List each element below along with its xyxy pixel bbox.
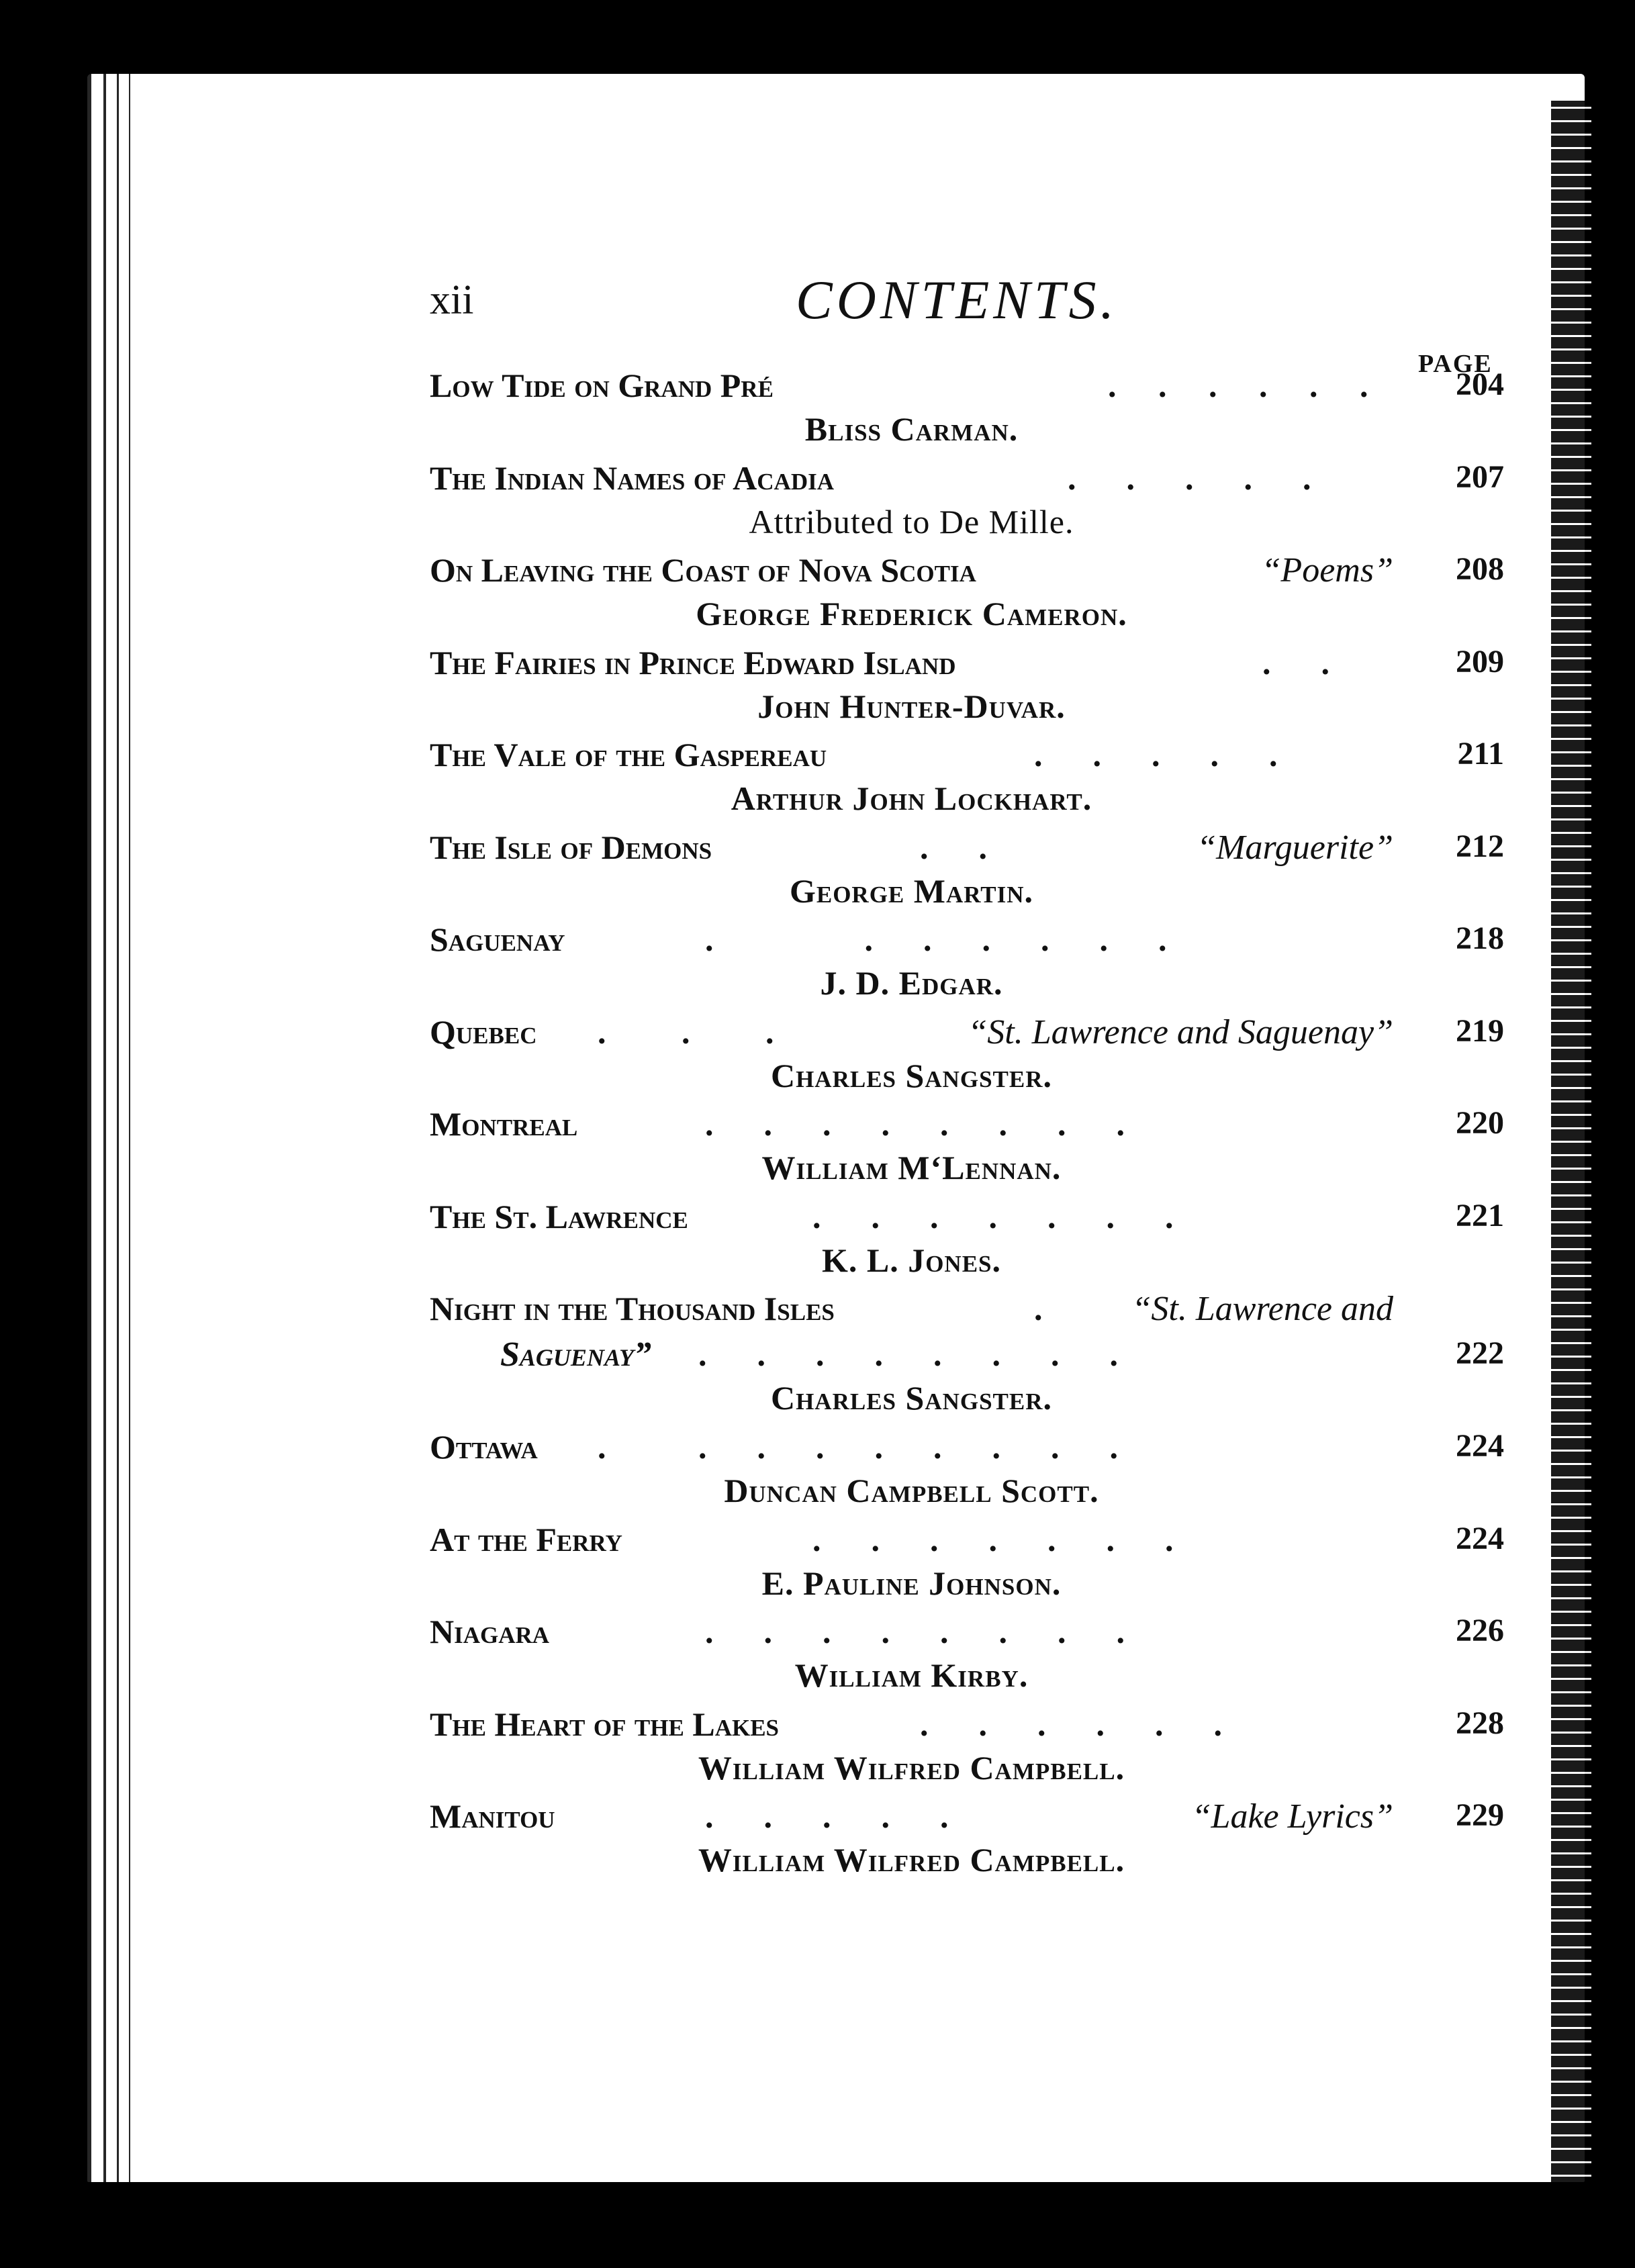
entry-author: Arthur John Lockhart. — [731, 779, 1092, 817]
entry-title: The Fairies in Prince Edward Island — [430, 643, 956, 681]
entry-page: 224 — [1456, 1520, 1504, 1556]
entry-author: William Wilfred Campbell. — [698, 1748, 1125, 1787]
entry-author: Bliss Carman. — [804, 410, 1019, 448]
dot-leader: . . . . . . . . — [705, 1613, 1125, 1650]
list-item — [430, 828, 1504, 920]
entry-author: William Kirby. — [794, 1656, 1029, 1694]
entry-author: Charles Sangster. — [770, 1379, 1053, 1417]
list-item — [430, 1427, 1504, 1520]
entry-author: K. L. Jones. — [821, 1241, 1002, 1279]
entry-title: Quebec — [430, 1012, 537, 1051]
entry-author: John Hunter-Duvar. — [757, 687, 1066, 725]
entry-source: “Marguerite” — [1197, 828, 1393, 867]
dot-leader: . . . . . — [705, 1797, 949, 1835]
entry-title: The St. Lawrence — [430, 1197, 688, 1235]
list-item — [430, 1520, 1504, 1613]
entry-page: 211 — [1457, 736, 1504, 771]
dot-leader: . . . . . . . . — [698, 1335, 1118, 1373]
dot-leader: . . . . . — [1068, 459, 1311, 497]
list-item — [430, 1705, 1504, 1797]
entry-title: The Heart of the Lakes — [430, 1705, 779, 1743]
list-item — [430, 459, 1504, 551]
entry-page: 212 — [1456, 828, 1504, 864]
entry-title: Montreal — [430, 1105, 578, 1143]
entry-title: Ottawa — [430, 1428, 538, 1466]
list-item — [430, 1612, 1504, 1705]
page-fore-edge — [1551, 101, 1591, 2182]
list-item — [430, 1104, 1504, 1197]
list-item — [430, 1197, 1504, 1290]
entry-title: The Indian Names of Acadia — [430, 459, 835, 497]
entry-page: 218 — [1456, 920, 1504, 956]
list-item — [430, 920, 1504, 1012]
entry-title: The Vale of the Gaspereau — [430, 736, 827, 773]
dot-leader: . — [1034, 1290, 1043, 1327]
entry-title: The Isle of Demons — [430, 828, 712, 866]
entry-title: On Leaving the Coast of Nova Scotia — [430, 551, 976, 589]
dot-leader: . . — [920, 828, 987, 866]
list-item — [430, 1012, 1504, 1105]
entry-title: Night in the Thousand Isles — [430, 1290, 835, 1327]
entry-author: E. Pauline Johnson. — [761, 1564, 1062, 1602]
entry-source-continued: Saguenay” — [500, 1335, 651, 1374]
dot-leader: . . . . . . . — [812, 1197, 1174, 1235]
dot-leader: . . . . . . — [920, 1705, 1222, 1743]
list-item — [430, 1797, 1504, 1889]
page-title: CONTENTS. — [796, 269, 1119, 330]
list-item — [430, 735, 1504, 828]
list-item — [430, 551, 1504, 643]
entry-source: “St. Lawrence and Saguenay” — [968, 1012, 1393, 1051]
entry-page: 224 — [1456, 1428, 1504, 1464]
dot-leader: . . . — [598, 1012, 774, 1051]
entry-title: At the Ferry — [430, 1520, 622, 1558]
folio-number: xii — [430, 277, 474, 323]
entry-page: 207 — [1456, 459, 1504, 495]
entry-author: J. D. Edgar. — [820, 964, 1003, 1002]
list-item — [430, 643, 1504, 736]
page-header — [430, 269, 1504, 342]
entry-author: George Frederick Cameron. — [696, 595, 1127, 632]
entry-author: Charles Sangster. — [770, 1056, 1053, 1094]
dot-leader: . . . . . . . . — [705, 1105, 1125, 1143]
entry-page: 220 — [1456, 1105, 1504, 1141]
entry-title: Manitou — [430, 1797, 555, 1835]
page-binding-edge — [87, 74, 168, 2182]
dot-leader: . . — [1262, 643, 1329, 681]
page-column-label: PAGE — [1418, 350, 1493, 378]
entry-page: 229 — [1456, 1797, 1504, 1833]
dot-leader: . . . . . . . . . — [598, 1428, 1118, 1466]
entry-page: 228 — [1456, 1705, 1504, 1741]
entry-source: “Poems” — [1261, 551, 1393, 589]
entry-author: William M‘Lennan. — [761, 1149, 1062, 1186]
entry-page: 222 — [1456, 1335, 1504, 1371]
entry-author: Duncan Campbell Scott. — [724, 1472, 1099, 1509]
dot-leader: . . . . . — [1034, 736, 1278, 773]
list-item — [430, 1289, 1504, 1427]
entry-title: Saguenay — [430, 920, 565, 958]
dot-leader: . . . . . . — [1108, 367, 1368, 404]
entry-source: “St. Lawrence and — [1131, 1290, 1393, 1328]
contents-list — [430, 366, 1504, 1889]
entry-title: Niagara — [430, 1613, 550, 1650]
entry-page: 204 — [1456, 367, 1504, 402]
entry-author: William Wilfred Campbell. — [698, 1841, 1125, 1879]
entry-author: Attributed to De Mille. — [749, 502, 1074, 540]
entry-page: 226 — [1456, 1613, 1504, 1648]
dot-leader: . . . . . . . — [812, 1520, 1174, 1558]
entry-source: “Lake Lyrics” — [1191, 1797, 1393, 1836]
entry-page: 219 — [1456, 1012, 1504, 1049]
entry-title: Low Tide on Grand Pré — [430, 367, 774, 404]
entry-page: 209 — [1456, 643, 1504, 679]
entry-page: 208 — [1456, 551, 1504, 587]
entry-author: George Martin. — [789, 871, 1034, 910]
dot-leader: . . . . . . . — [705, 920, 1167, 958]
entry-page: 221 — [1456, 1197, 1504, 1233]
list-item — [430, 366, 1504, 459]
